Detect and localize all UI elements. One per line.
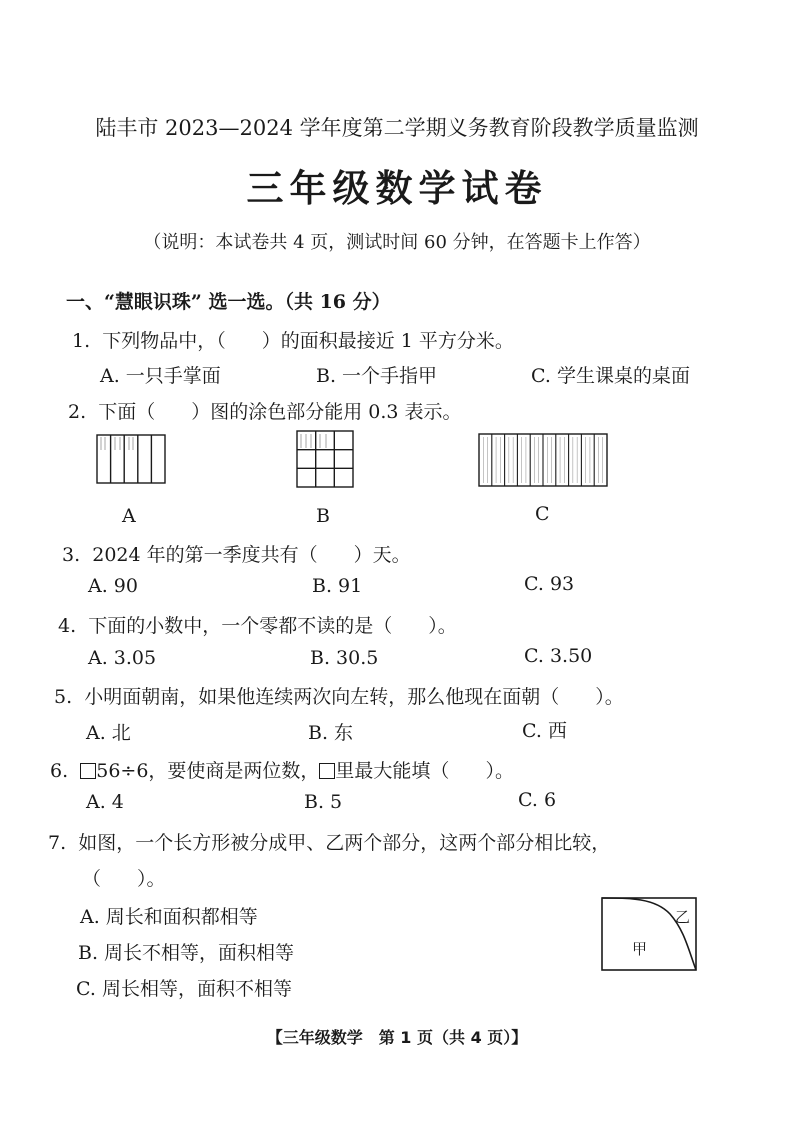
question-text: ）。 xyxy=(595,686,624,708)
option-a: A. 3.05 xyxy=(88,647,157,669)
figure-c-grid xyxy=(478,433,608,487)
question-3 xyxy=(62,540,411,567)
question-number: 1. xyxy=(72,330,91,352)
option-a: A. 周长和面积都相等 xyxy=(80,906,258,928)
question-text: 下列物品中，（ xyxy=(102,330,226,352)
option-a: A. 90 xyxy=(88,575,138,597)
figure-a-grid xyxy=(96,434,168,486)
figure-part-label: 甲 xyxy=(632,940,648,958)
question-text: 56÷6，要使商是两位数， xyxy=(96,760,320,782)
section-title: 一、“慧眼识珠” 选一选。（共 16 分） xyxy=(66,291,391,313)
question-text: 下面（ xyxy=(98,401,156,423)
question-2 xyxy=(68,397,462,424)
question-text: 如图，一个长方形被分成甲、乙两个部分，这两个部分相比较， xyxy=(78,832,611,854)
question-text: 下面的小数中，一个零都不读的是（ xyxy=(88,615,393,637)
option-c: C. 西 xyxy=(522,720,567,742)
question-text: ）。 xyxy=(428,615,457,637)
question-number: 2. xyxy=(68,401,87,423)
option-a: A. 4 xyxy=(86,791,124,813)
option-b: B. 东 xyxy=(308,722,354,744)
exam-header: 陆丰市 2023—2024 学年度第二学期义务教育阶段教学质量监测 xyxy=(95,116,699,140)
figure-part-label: 乙 xyxy=(675,908,691,926)
option-c: C. 93 xyxy=(524,573,575,595)
blank-square-icon xyxy=(80,763,96,779)
page-footer: 【三年级数学 第 1 页（共 4 页）】 xyxy=(266,1028,528,1047)
question-number: 4. xyxy=(58,615,77,637)
question-text: 2024 年的第一季度共有（ xyxy=(92,544,318,566)
option-c: C. 3.50 xyxy=(524,645,593,667)
question-text: ）的面积最接近 1 平方分米。 xyxy=(261,330,514,352)
page-title: 三年级数学试卷 xyxy=(246,167,548,210)
option-c: C. 周长相等，面积不相等 xyxy=(76,978,292,1000)
question-text: ）图的涂色部分能用 0.3 表示。 xyxy=(191,401,462,423)
question-text: 小明面朝南，如果他连续两次向左转，那么他现在面朝（ xyxy=(84,686,560,708)
figure-b-grid xyxy=(296,430,354,488)
question-number: 5. xyxy=(54,686,73,708)
option-b: B. 一个手指甲 xyxy=(316,365,438,387)
figure-a-label: A xyxy=(122,505,136,527)
question-text: ）。 xyxy=(485,760,514,782)
question-text: ）天。 xyxy=(353,544,411,566)
option-a: A. 北 xyxy=(86,722,131,744)
question-text: （ xyxy=(82,868,102,890)
question-number: 6. xyxy=(50,760,69,782)
question-6 xyxy=(50,756,514,783)
option-a: A. 一只手掌面 xyxy=(100,365,221,387)
option-c: C. 6 xyxy=(518,789,557,811)
blank-square-icon xyxy=(319,763,335,779)
question-1 xyxy=(72,326,514,353)
option-b: B. 周长不相等，面积相等 xyxy=(78,942,295,964)
question-4 xyxy=(58,611,457,638)
question-text: ）。 xyxy=(137,868,166,890)
question-number: 3. xyxy=(62,544,81,566)
figure-b-label: B xyxy=(316,505,330,527)
option-c: C. 学生课桌的桌面 xyxy=(531,365,690,387)
question-text: 里最大能填（ xyxy=(335,760,450,782)
option-b: B. 91 xyxy=(312,575,363,597)
option-b: B. 30.5 xyxy=(310,647,379,669)
instructions: （说明：本试卷共 4 页，测试时间 60 分钟，在答题卡上作答） xyxy=(143,232,651,253)
question-number: 7. xyxy=(48,832,67,854)
question-7-answer xyxy=(82,864,166,891)
question-7 xyxy=(48,828,610,855)
figure-c-label: C xyxy=(535,503,550,525)
question-5 xyxy=(54,682,624,709)
option-b: B. 5 xyxy=(304,791,343,813)
